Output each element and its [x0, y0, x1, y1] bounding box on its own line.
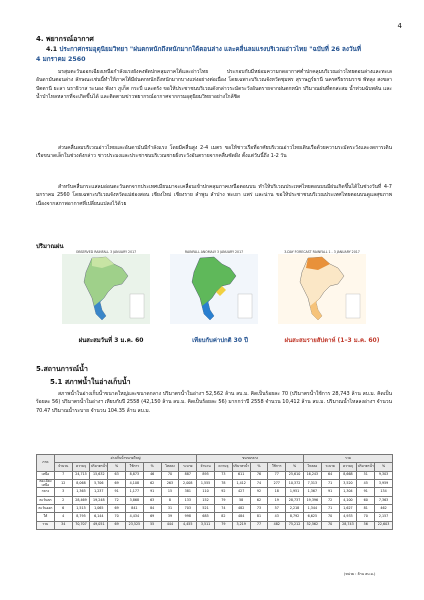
map-2-caption: เทียบกับค่าปกติ 30 ปี: [192, 337, 248, 344]
table-region-cell: ตอ.เฉียงเหนือ: [37, 479, 55, 488]
table-header-cell: ความจุ: [339, 463, 357, 471]
table-total-cell: 4,455: [179, 521, 197, 529]
table-cell: 72: [108, 496, 126, 504]
table-cell: 2: [54, 496, 72, 504]
table-cell: 1,237: [90, 488, 108, 496]
announcement-title: ประกาศกรมอุตุนิยมวิทยา "ฝนตกหนักถึงหนักมากใต้ตอนล่าง และคลื่นลมแรงบริเวณอ่าวไทย "ฉบับที่ 26 ลงวันที่: [59, 46, 361, 53]
table-total-cell: 3,511: [197, 521, 215, 529]
subsection-4-1-heading: [46, 45, 396, 54]
table-cell: 1,304: [339, 488, 357, 496]
table-cell: 482: [232, 505, 250, 513]
table-cell: 9,303: [375, 471, 393, 479]
table-cell: 91: [357, 488, 375, 496]
table-region-cell: ใต้: [37, 513, 55, 521]
rainfall-anomaly-map: [170, 250, 258, 328]
table-cell: 57: [268, 505, 286, 513]
table-cell: 92: [250, 488, 268, 496]
reservoir-paragraph: สภาพน้ำในอ่างเก็บน้ำขนาดใหญ่และขนาดกลาง ปริมาตรน้ำในอ่างฯ 52,562 ล้าน ลบ.ม. คิดเป็นร้อยละ 70 (ปริมาตรน้ำใช้การ 28,743 ล้าน ลบ.ม. คิดเป็นร้อยละ 56) ปริมาตรน้ำในอ่างฯ เทียบกับปี 2558 (42,150 ล้าน ลบ.ม. คิดเป็นร้อยละ 56) มากกว่าปี 2558 จำนวน 10,412 ล้าน ลบ.ม. ปริมาณน้ำไหลลงอ่างฯ จำนวน 70.47 ปริมาณน้ำระบาย จำนวน 104.35 ล้าน ลบ.ม.: [36, 391, 392, 414]
table-header-cell: %: [286, 463, 304, 471]
table-cell: 7: [54, 471, 72, 479]
table-cell: 64: [321, 471, 339, 479]
table-cell: 134: [375, 488, 393, 496]
table-total-cell: 22,603: [375, 521, 393, 529]
table-cell: 45: [357, 479, 375, 488]
table-cell: 133: [179, 496, 197, 504]
table-cell: 70: [357, 513, 375, 521]
table-cell: 70: [321, 513, 339, 521]
table-group-header: รวม: [303, 455, 392, 463]
table-total-cell: 444: [161, 521, 179, 529]
table-subheader-row: [37, 463, 393, 471]
table-cell: 60: [357, 496, 375, 504]
table-cell: 887: [179, 471, 197, 479]
table-cell: 703: [179, 505, 197, 513]
table-header-cell: ระบาย: [179, 463, 197, 471]
table-cell: 8,873: [125, 471, 143, 479]
table-header-cell: ปริมาตรน้ำ: [90, 463, 108, 471]
table-cell: 3,959: [375, 479, 393, 488]
table-cell: 1,515: [72, 505, 90, 513]
table-cell: 2,218: [286, 505, 304, 513]
table-header-cell: ปริมาตรน้ำ: [357, 463, 375, 471]
table-cell: 71: [321, 505, 339, 513]
table-cell: 81: [357, 505, 375, 513]
page-number: 4: [397, 22, 402, 30]
table-cell: 8: [161, 496, 179, 504]
table-cell: 92: [214, 488, 232, 496]
table-cell: 1,951: [286, 488, 304, 496]
table-region-cell: กลาง: [37, 488, 55, 496]
map-1-title: OBSERVED RAINFALL 3 JANUARY 2017: [75, 250, 137, 254]
subsection-number: 4.1: [46, 46, 58, 53]
table-header-cell: ปริมาตรน้ำ: [232, 463, 250, 471]
table-cell: 4,100: [339, 496, 357, 504]
table-cell: 2,008: [179, 479, 197, 488]
table-total-cell: 70,707: [72, 521, 90, 529]
table-cell: 43: [268, 513, 286, 521]
table-header-cell: ภาค: [37, 455, 55, 472]
table-header-cell: ระบาย: [321, 463, 339, 471]
table-cell: 1,412: [232, 479, 250, 488]
forecast-paragraph-2: ส่วนคลื่นลมบริเวณอ่าวไทยและอันดามันมีกำลังแรง โดยมีคลื่นสูง 2-4 เมตร ขอให้ชาวเรือที่อาศัยบริเวณอ่าวไทยเดินเรือด้วยความระมัดระวังและงดการเดินเรือขนาดเล็กในช่วงดังกล่าว ชาวประมงและประชาชนบริเวณชายฝั่งระวังอันตรายจากคลื่นซัดฝั่ง ตั้งแต่วันนี้ถึง 1-2 วัน: [36, 145, 392, 160]
table-row: [37, 496, 393, 504]
table-cell: 1,555: [197, 479, 215, 488]
table-total-cell: 52,562: [303, 521, 321, 529]
table-total-cell: 23,525: [125, 521, 143, 529]
table-cell: 84: [143, 505, 161, 513]
table-cell: 427: [232, 488, 250, 496]
table-cell: 58: [232, 496, 250, 504]
table-cell: 28,469: [72, 496, 90, 504]
table-cell: 895: [197, 471, 215, 479]
section-5-title: 5.สถานการณ์น้ำ: [36, 365, 88, 373]
table-header-cell: %: [250, 463, 268, 471]
table-region-cell: ตะวันออก: [37, 505, 55, 513]
table-cell: 78: [214, 479, 232, 488]
rainfall-maps: [62, 250, 372, 328]
table-header-cell: จำนวน: [54, 463, 72, 471]
table-total-cell: 77: [250, 521, 268, 529]
table-cell: 63: [108, 471, 126, 479]
table-cell: 81: [250, 513, 268, 521]
map-2-title: RAINFALL ANOMALY 3 JANUARY 2017: [184, 250, 244, 254]
map-3-title: 3-DAY FORECAST RAINFALL 1 - 3 JANUARY 2017: [284, 250, 360, 254]
table-header-cell: %: [375, 463, 393, 471]
table-cell: 19: [268, 496, 286, 504]
table-cell: 4,434: [125, 513, 143, 521]
table-cell: 73: [250, 505, 268, 513]
table-cell: 12: [54, 479, 72, 488]
table-cell: 15: [161, 488, 179, 496]
thailand-rainfall-forecast-image: [278, 254, 366, 324]
table-cell: 62: [250, 496, 268, 504]
table-row: [37, 479, 393, 488]
table-header-cell: ความจุ: [214, 463, 232, 471]
table-cell: 277: [268, 479, 286, 488]
table-total-cell: 49,051: [90, 521, 108, 529]
table-cell: 3: [54, 488, 72, 496]
table-cell: 1,065: [90, 505, 108, 513]
map-3-caption: ฝนสะสมรายสัปดาห์ (1–3 ม.ค. 60): [284, 337, 380, 344]
table-region-cell: ตะวันตก: [37, 496, 55, 504]
table-header-cell: จำนวน: [197, 463, 215, 471]
table-cell: 19,396: [303, 496, 321, 504]
table-group-header: อ่างเก็บน้ำขนาดใหญ่: [54, 455, 196, 463]
table-cell: 462: [375, 505, 393, 513]
table-cell: 19,248: [90, 496, 108, 504]
table-total-cell: 56: [357, 521, 375, 529]
map-1-caption: ฝนสะสมวันที่ 3 ม.ค. 60: [78, 337, 144, 344]
table-body: [37, 471, 393, 529]
table-cell: 1,177: [125, 488, 143, 496]
table-cell: 70: [161, 471, 179, 479]
table-cell: 1,367: [303, 488, 321, 496]
section-4-title: 4. พยากรณ์อากาศ: [36, 35, 94, 43]
table-cell: 8,068: [72, 479, 90, 488]
table-cell: 381: [179, 488, 197, 496]
forecast-paragraph-1: มรสุมตะวันออกเฉียงเหนือกำลังแรงยังคงพัดปกคลุมภาคใต้และอ่าวไทย ประกอบกับมีหย่อมความกดอากาศต่ำปกคลุมบริเวณอ่าวไทยตอนล่างและทะเลอันดามันตอนล่าง ลักษณะเช่นนี้ทำให้ภาคใต้มีฝนตกหนักถึงหนักมากบางแห่งอย่างต่อเนื่อง โดยเฉพาะบริเวณจังหวัดชุมพร สุราษฎร์ธานี นครศรีธรรมราช พัทลุง สงขลา ปัตตานี ยะลา นราธิวาส ระนอง พังงา ภูเก็ต กระบี่ และตรัง ขอให้ประชาชนบริเวณดังกล่าวระมัดระวังอันตรายจากฝนตกหนัก ปริมาณฝนที่ตกสะสม น้ำท่วมฉับพลัน และน้ำป่าไหลหลากที่จะเกิดขึ้นได้ และติดตามข่าวพยากรณ์อากาศจากกรมอุตุนิยมวิทยาอย่างใกล้ชิด: [36, 69, 392, 101]
subsection-5-1-title: 5.1 สภาพน้ำในอ่างเก็บน้ำ: [50, 378, 131, 386]
table-cell: 3,868: [125, 496, 143, 504]
table-header-cell: ใช้การ: [125, 463, 143, 471]
table-cell: 7,313: [303, 479, 321, 488]
table-cell: 7,363: [375, 496, 393, 504]
table-cell: 263: [161, 479, 179, 488]
table-row: [37, 513, 393, 521]
table-cell: 79: [214, 496, 232, 504]
table-cell: 74: [250, 479, 268, 488]
table-cell: 71: [321, 479, 339, 488]
forecast-paragraph-3: สำหรับคลื่นกระแสลมอ่อนตะวันตกจากประเทศเมียนมาจะเคลื่อนเข้าปกคลุมภาคเหนือตอนบน ทำให้บริเวณประเทศไทยตอนบนมีฝนเกิดขึ้นได้ในช่วงวันที่ 4-7 มกราคม 2560 โดยเฉพาะบริเวณจังหวัดแม่ฮ่องสอน เชียงใหม่ เชียงราย ลำพูน ลำปาง พะเยา แพร่ และน่าน ขอให้ประชาชนบริเวณประเทศไทยตอนบนดูแลสุขภาพเนื่องจากสภาพอากาศที่เปลี่ยนแปลงไว้ด้วย: [36, 184, 392, 207]
table-group-header: ขนาดกลาง: [197, 455, 304, 463]
table-cell: 8,795: [72, 513, 90, 521]
table-cell: 8,792: [286, 513, 304, 521]
table-cell: 39: [161, 513, 179, 521]
table-group-header-row: [37, 455, 393, 463]
table-cell: 5,706: [90, 479, 108, 488]
table-cell: 1,627: [339, 505, 357, 513]
table-cell: 998: [179, 513, 197, 521]
table-cell: 685: [197, 513, 215, 521]
forecast-rainfall-map: [278, 250, 366, 328]
table-cell: 76: [250, 471, 268, 479]
thailand-rainfall-anomaly-image: [170, 254, 258, 324]
table-total-cell: 69: [108, 521, 126, 529]
table-total-cell: 482: [268, 521, 286, 529]
table-total-cell: 79: [214, 521, 232, 529]
table-cell: 91: [108, 488, 126, 496]
table-cell: 46: [143, 471, 161, 479]
observed-rainfall-map: [62, 250, 150, 328]
table-cell: 611: [232, 471, 250, 479]
table-total-cell: 75,212: [286, 521, 304, 529]
table-cell: 69: [108, 505, 126, 513]
table-cell: 77: [268, 471, 286, 479]
table-cell: 2,157: [375, 513, 393, 521]
table-cell: 10,372: [286, 479, 304, 488]
table-cell: 15,632: [90, 471, 108, 479]
table-unit-note: (หน่วย : ล้าน ลบ.ม.): [344, 572, 376, 576]
table-cell: 6,144: [90, 513, 108, 521]
table-row: [37, 471, 393, 479]
table-row: [37, 488, 393, 496]
table-cell: 18: [268, 488, 286, 496]
table-cell: 484: [232, 513, 250, 521]
table-cell: 62: [143, 479, 161, 488]
table-total-cell: รวม: [37, 521, 55, 529]
table-cell: 1,344: [303, 505, 321, 513]
table-cell: 69: [108, 479, 126, 488]
table-header-cell: ไหลลง: [161, 463, 179, 471]
table-cell: 72: [321, 496, 339, 504]
table-header-cell: ใช้การ: [268, 463, 286, 471]
table-cell: 74: [214, 505, 232, 513]
table-header-cell: ความจุ: [72, 463, 90, 471]
reservoir-table: [36, 454, 393, 530]
table-cell: 110: [197, 488, 215, 496]
table-cell: 51: [357, 471, 375, 479]
thailand-rainfall-observed-image: [62, 254, 150, 324]
table-cell: 4,933: [339, 513, 357, 521]
table-cell: 6: [54, 505, 72, 513]
table-total-cell: 55: [143, 521, 161, 529]
announcement-date: 4 มกราคม 2560: [36, 56, 86, 63]
table-total-cell: 34: [54, 521, 72, 529]
table-cell: 6,625: [303, 513, 321, 521]
table-cell: 91: [143, 488, 161, 496]
table-cell: 63: [143, 496, 161, 504]
table-cell: 91: [321, 488, 339, 496]
table-header-cell: %: [143, 463, 161, 471]
table-header-cell: %: [108, 463, 126, 471]
table-cell: 73: [214, 471, 232, 479]
table-cell: 4: [54, 513, 72, 521]
table-cell: 841: [125, 505, 143, 513]
table-total-cell: 70: [321, 521, 339, 529]
table-cell: 3,520: [339, 479, 357, 488]
table-total-row: [37, 521, 393, 529]
table-cell: 1,365: [72, 488, 90, 496]
rainfall-label: ปริมาณฝน: [36, 243, 64, 250]
table-cell: 70: [108, 513, 126, 521]
table-cell: 521: [197, 505, 215, 513]
table-cell: 69: [143, 513, 161, 521]
table-cell: 4,108: [125, 479, 143, 488]
table-cell: 8,668: [339, 471, 357, 479]
table-cell: 24,715: [72, 471, 90, 479]
table-total-cell: 3,219: [232, 521, 250, 529]
table-cell: 31: [161, 505, 179, 513]
table-header-cell: ไหลลง: [303, 463, 321, 471]
table-region-cell: เหนือ: [37, 471, 55, 479]
table-cell: 82: [214, 513, 232, 521]
table-cell: 152: [197, 496, 215, 504]
table-cell: 28,737: [286, 496, 304, 504]
table-total-cell: 28,743: [339, 521, 357, 529]
table-cell: 16,243: [303, 471, 321, 479]
table-row: [37, 505, 393, 513]
table-cell: 25,610: [286, 471, 304, 479]
